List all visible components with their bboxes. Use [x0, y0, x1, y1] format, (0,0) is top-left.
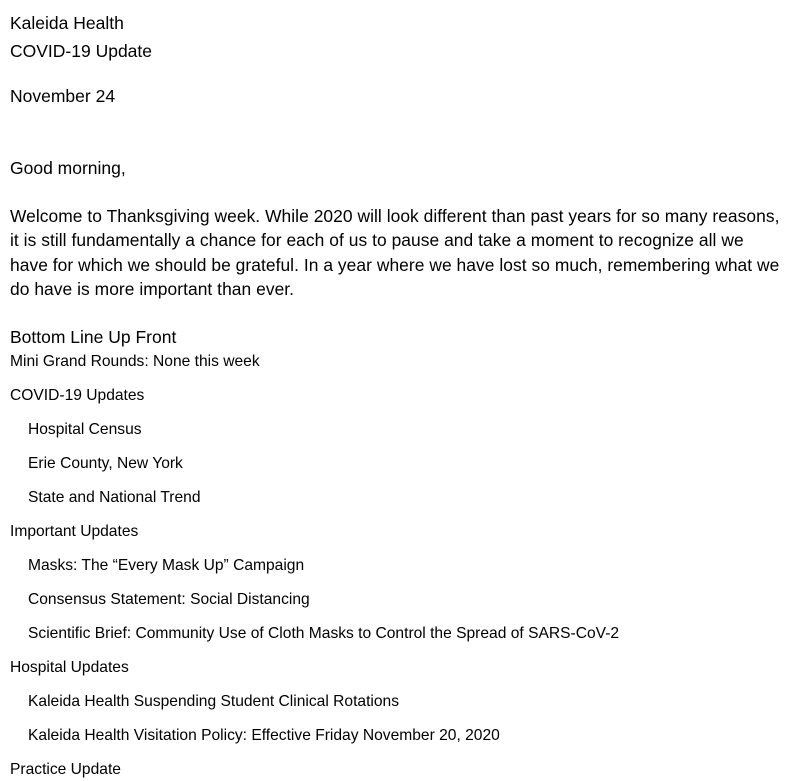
toc-item-state-national-trend[interactable]: State and National Trend — [28, 489, 201, 506]
toc-item-cloth-masks-brief[interactable]: Scientific Brief: Community Use of Cloth Masks to Control the Spread of SARS-CoV-2 — [28, 625, 620, 642]
toc-item-student-rotations[interactable]: Kaleida Health Suspending Student Clinical Rotations — [28, 693, 400, 710]
toc-item-mini-grand-rounds[interactable]: Mini Grand Rounds: None this week — [10, 353, 260, 370]
doc-date: November 24 — [10, 86, 116, 106]
toc-item-hospital-updates[interactable]: Hospital Updates — [10, 659, 129, 676]
greeting: Good morning, — [10, 158, 126, 178]
toc-item-social-distancing[interactable]: Consensus Statement: Social Distancing — [28, 591, 310, 608]
toc-item-covid-updates[interactable]: COVID-19 Updates — [10, 387, 145, 404]
toc-heading: Bottom Line Up Front — [10, 327, 177, 347]
toc-item-masks-campaign[interactable]: Masks: The “Every Mask Up” Campaign — [28, 557, 305, 574]
toc-item-important-updates[interactable]: Important Updates — [10, 523, 139, 540]
toc-item-visitation-policy[interactable]: Kaleida Health Visitation Policy: Effective Friday November 20, 2020 — [28, 727, 500, 744]
org-name: Kaleida Health — [10, 13, 124, 33]
toc-item-hospital-census[interactable]: Hospital Census — [28, 421, 142, 438]
toc-item-erie-county[interactable]: Erie County, New York — [28, 455, 183, 472]
doc-title: COVID-19 Update — [10, 41, 153, 61]
intro-paragraph: Welcome to Thanksgiving week. While 2020 will look different than past years for so many reasons, it is still fundamentally a chance for each of us to pause and take a moment to recognize all we have for which we should be grateful. In a year where we have lost so much, remembering what we do have is more important than ever. — [10, 206, 780, 300]
toc-item-practice-update[interactable]: Practice Update — [10, 761, 121, 778]
